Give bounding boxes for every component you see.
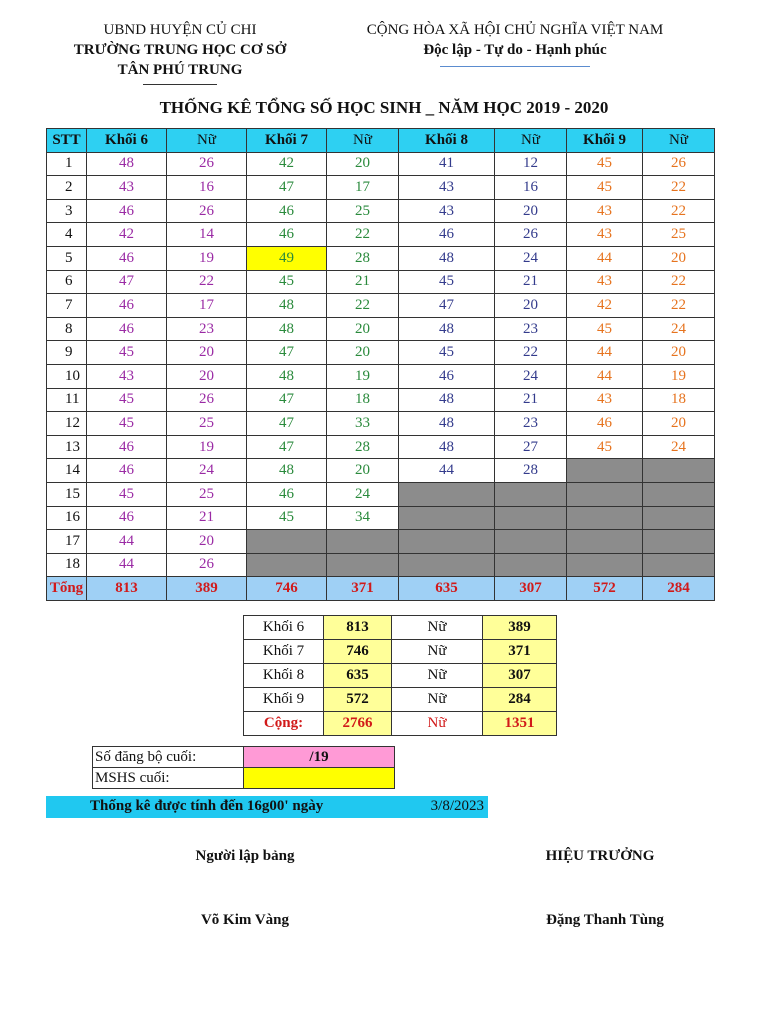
cell-khoi6[interactable]: 45 bbox=[87, 482, 167, 506]
cell-khoi8[interactable]: 46 bbox=[399, 364, 495, 388]
table-row bbox=[47, 317, 715, 341]
principal-name: Đặng Thanh Tùng bbox=[546, 912, 664, 928]
table-row bbox=[47, 506, 715, 530]
header-khoi7: Khối 7 bbox=[247, 129, 327, 153]
cell-khoi8[interactable] bbox=[399, 506, 495, 530]
so-dang-bo-value[interactable]: /19 bbox=[244, 747, 395, 768]
cell-nu6[interactable]: 14 bbox=[167, 223, 247, 247]
summary-value: 746 bbox=[324, 640, 392, 664]
cell-nu7[interactable]: 21 bbox=[327, 270, 399, 294]
total-nu9: 284 bbox=[643, 577, 715, 601]
cell-khoi9[interactable]: 42 bbox=[567, 294, 643, 318]
summary-value: 572 bbox=[324, 688, 392, 712]
cell-stt[interactable]: 16 bbox=[47, 506, 87, 530]
table-row bbox=[47, 176, 715, 200]
table-total-row bbox=[47, 577, 715, 601]
cell-nu9[interactable] bbox=[643, 530, 715, 554]
total-nu7: 371 bbox=[327, 577, 399, 601]
cell-nu6[interactable]: 25 bbox=[167, 412, 247, 436]
table-row bbox=[47, 341, 715, 365]
header-underline bbox=[143, 84, 217, 85]
summary-row bbox=[244, 688, 557, 712]
summary-nu-value: 307 bbox=[483, 664, 557, 688]
so-dang-bo-label: Số đăng bộ cuối: bbox=[93, 747, 244, 768]
header-nu7: Nữ bbox=[327, 129, 399, 153]
cell-nu8[interactable]: 21 bbox=[495, 270, 567, 294]
cell-nu6[interactable]: 26 bbox=[167, 152, 247, 176]
cell-stt[interactable]: 2 bbox=[47, 176, 87, 200]
cell-khoi8[interactable]: 41 bbox=[399, 152, 495, 176]
cell-nu6[interactable]: 21 bbox=[167, 506, 247, 530]
cell-khoi6[interactable]: 44 bbox=[87, 553, 167, 577]
header-nu6: Nữ bbox=[167, 129, 247, 153]
summary-total-value: 2766 bbox=[324, 712, 392, 736]
table-row bbox=[47, 223, 715, 247]
cell-nu9[interactable]: 22 bbox=[643, 294, 715, 318]
summary-total-row bbox=[244, 712, 557, 736]
student-stats-table bbox=[46, 128, 715, 601]
total-khoi8: 635 bbox=[399, 577, 495, 601]
cell-nu6[interactable]: 19 bbox=[167, 246, 247, 270]
stats-date-text: Thống kê được tính đến 16g00' ngày bbox=[90, 798, 324, 814]
cell-khoi7[interactable]: 48 bbox=[247, 294, 327, 318]
document-title: THỐNG KÊ TỔNG SỐ HỌC SINH _ NĂM HỌC 2019 - 2020 bbox=[159, 98, 609, 117]
cell-stt[interactable]: 4 bbox=[47, 223, 87, 247]
cell-khoi9[interactable]: 43 bbox=[567, 388, 643, 412]
table-row bbox=[47, 270, 715, 294]
cell-stt[interactable]: 11 bbox=[47, 388, 87, 412]
cell-khoi6[interactable]: 43 bbox=[87, 176, 167, 200]
cell-khoi7[interactable]: 48 bbox=[247, 317, 327, 341]
cell-nu6[interactable]: 26 bbox=[167, 553, 247, 577]
registry-row bbox=[93, 747, 395, 768]
total-nu8: 307 bbox=[495, 577, 567, 601]
table-row bbox=[47, 364, 715, 388]
cell-nu8[interactable]: 23 bbox=[495, 317, 567, 341]
cell-nu7[interactable]: 22 bbox=[327, 223, 399, 247]
total-label: Tổng bbox=[47, 577, 87, 601]
cell-nu8[interactable]: 22 bbox=[495, 341, 567, 365]
summary-total-nu-label: Nữ bbox=[392, 712, 483, 736]
cell-khoi9[interactable]: 43 bbox=[567, 223, 643, 247]
registry-table bbox=[92, 746, 395, 789]
cell-nu7[interactable]: 19 bbox=[327, 364, 399, 388]
cell-nu7[interactable]: 24 bbox=[327, 482, 399, 506]
table-row bbox=[47, 412, 715, 436]
table-row bbox=[47, 199, 715, 223]
school-header bbox=[40, 20, 320, 85]
cell-nu6[interactable]: 16 bbox=[167, 176, 247, 200]
cell-nu6[interactable]: 24 bbox=[167, 459, 247, 483]
cell-khoi9[interactable]: 45 bbox=[567, 435, 643, 459]
table-row bbox=[47, 388, 715, 412]
cell-nu8[interactable]: 28 bbox=[495, 459, 567, 483]
summary-row bbox=[244, 616, 557, 640]
cell-nu9[interactable]: 25 bbox=[643, 223, 715, 247]
cell-khoi8[interactable]: 48 bbox=[399, 412, 495, 436]
cell-khoi6[interactable]: 45 bbox=[87, 412, 167, 436]
table-row bbox=[47, 530, 715, 554]
summary-nu-value: 284 bbox=[483, 688, 557, 712]
cell-khoi8[interactable]: 46 bbox=[399, 223, 495, 247]
summary-total-nu-value: 1351 bbox=[483, 712, 557, 736]
cell-nu9[interactable] bbox=[643, 506, 715, 530]
cell-stt[interactable]: 1 bbox=[47, 152, 87, 176]
summary-row bbox=[244, 664, 557, 688]
table-row bbox=[47, 482, 715, 506]
cell-khoi6[interactable]: 46 bbox=[87, 199, 167, 223]
cell-khoi6[interactable]: 45 bbox=[87, 341, 167, 365]
cell-khoi7[interactable]: 47 bbox=[247, 341, 327, 365]
cell-nu8[interactable]: 24 bbox=[495, 364, 567, 388]
cell-nu7[interactable]: 34 bbox=[327, 506, 399, 530]
cell-nu6[interactable]: 17 bbox=[167, 294, 247, 318]
cell-khoi6[interactable]: 45 bbox=[87, 388, 167, 412]
cell-stt[interactable]: 3 bbox=[47, 199, 87, 223]
cell-khoi6[interactable]: 42 bbox=[87, 223, 167, 247]
cell-nu8[interactable]: 20 bbox=[495, 199, 567, 223]
cell-nu7[interactable]: 18 bbox=[327, 388, 399, 412]
national-motto: Độc lập - Tự do - Hạnh phúc bbox=[423, 42, 607, 58]
cell-nu6[interactable]: 19 bbox=[167, 435, 247, 459]
cell-khoi6[interactable]: 46 bbox=[87, 506, 167, 530]
cell-khoi9[interactable] bbox=[567, 553, 643, 577]
cell-nu7[interactable]: 20 bbox=[327, 317, 399, 341]
preparer-title: Người lập bảng bbox=[195, 848, 295, 864]
cell-khoi8[interactable]: 45 bbox=[399, 341, 495, 365]
cell-stt[interactable]: 10 bbox=[47, 364, 87, 388]
cell-khoi7[interactable]: 46 bbox=[247, 482, 327, 506]
cell-khoi8[interactable]: 48 bbox=[399, 435, 495, 459]
cell-nu8[interactable] bbox=[495, 482, 567, 506]
summary-nu-label: Nữ bbox=[392, 616, 483, 640]
mshs-value[interactable] bbox=[244, 768, 395, 789]
cell-khoi7[interactable]: 46 bbox=[247, 223, 327, 247]
cell-nu6[interactable]: 25 bbox=[167, 482, 247, 506]
summary-nu-value: 371 bbox=[483, 640, 557, 664]
cell-nu9[interactable]: 26 bbox=[643, 152, 715, 176]
cell-khoi8[interactable]: 44 bbox=[399, 459, 495, 483]
cell-khoi6[interactable]: 44 bbox=[87, 530, 167, 554]
cell-khoi6[interactable]: 46 bbox=[87, 246, 167, 270]
cell-nu9[interactable]: 24 bbox=[643, 317, 715, 341]
cell-khoi9[interactable]: 43 bbox=[567, 270, 643, 294]
cell-khoi9[interactable] bbox=[567, 459, 643, 483]
school-name: TÂN PHÚ TRUNG bbox=[117, 62, 243, 78]
cell-khoi7[interactable]: 48 bbox=[247, 364, 327, 388]
total-khoi6: 813 bbox=[87, 577, 167, 601]
header-khoi9: Khối 9 bbox=[567, 129, 643, 153]
summary-label: Khối 8 bbox=[244, 664, 324, 688]
cell-khoi8[interactable] bbox=[399, 553, 495, 577]
summary-total-label: Cộng: bbox=[244, 712, 324, 736]
header-nu9: Nữ bbox=[643, 129, 715, 153]
cell-stt[interactable]: 18 bbox=[47, 553, 87, 577]
cell-stt[interactable]: 15 bbox=[47, 482, 87, 506]
total-khoi7: 746 bbox=[247, 577, 327, 601]
cell-stt[interactable]: 9 bbox=[47, 341, 87, 365]
cell-nu8[interactable]: 21 bbox=[495, 388, 567, 412]
cell-stt[interactable]: 17 bbox=[47, 530, 87, 554]
cell-nu8[interactable] bbox=[495, 506, 567, 530]
cell-nu6[interactable]: 26 bbox=[167, 388, 247, 412]
cell-khoi8[interactable]: 48 bbox=[399, 246, 495, 270]
cell-khoi8[interactable] bbox=[399, 482, 495, 506]
cell-nu8[interactable]: 23 bbox=[495, 412, 567, 436]
cell-nu6[interactable]: 23 bbox=[167, 317, 247, 341]
cell-nu6[interactable]: 26 bbox=[167, 199, 247, 223]
cell-khoi7[interactable]: 47 bbox=[247, 435, 327, 459]
summary-nu-label: Nữ bbox=[392, 664, 483, 688]
cell-khoi8[interactable]: 48 bbox=[399, 388, 495, 412]
cell-nu7[interactable] bbox=[327, 553, 399, 577]
cell-nu7[interactable]: 33 bbox=[327, 412, 399, 436]
cell-nu8[interactable]: 20 bbox=[495, 294, 567, 318]
summary-table bbox=[243, 615, 557, 736]
cell-khoi9[interactable]: 45 bbox=[567, 317, 643, 341]
cell-khoi6[interactable]: 46 bbox=[87, 317, 167, 341]
summary-label: Khối 9 bbox=[244, 688, 324, 712]
header-khoi8: Khối 8 bbox=[399, 129, 495, 153]
cell-khoi9[interactable]: 45 bbox=[567, 176, 643, 200]
cell-khoi9[interactable]: 44 bbox=[567, 246, 643, 270]
cell-khoi8[interactable]: 48 bbox=[399, 317, 495, 341]
cell-khoi8[interactable]: 43 bbox=[399, 199, 495, 223]
summary-nu-label: Nữ bbox=[392, 640, 483, 664]
cell-nu7[interactable]: 20 bbox=[327, 341, 399, 365]
cell-khoi6[interactable]: 46 bbox=[87, 435, 167, 459]
cell-nu6[interactable]: 20 bbox=[167, 530, 247, 554]
preparer-name: Võ Kim Vàng bbox=[200, 912, 290, 928]
cell-khoi7[interactable] bbox=[247, 553, 327, 577]
cell-nu8[interactable]: 24 bbox=[495, 246, 567, 270]
cell-khoi9[interactable] bbox=[567, 506, 643, 530]
cell-nu8[interactable]: 26 bbox=[495, 223, 567, 247]
cell-khoi9[interactable]: 44 bbox=[567, 364, 643, 388]
total-khoi9: 572 bbox=[567, 577, 643, 601]
cell-stt[interactable]: 14 bbox=[47, 459, 87, 483]
cell-khoi7[interactable]: 47 bbox=[247, 412, 327, 436]
cell-nu7[interactable] bbox=[327, 530, 399, 554]
cell-stt[interactable]: 5 bbox=[47, 246, 87, 270]
cell-khoi9[interactable] bbox=[567, 482, 643, 506]
cell-nu7[interactable]: 20 bbox=[327, 459, 399, 483]
cell-nu9[interactable]: 20 bbox=[643, 341, 715, 365]
cell-khoi7[interactable]: 49 bbox=[247, 246, 327, 270]
table-row bbox=[47, 246, 715, 270]
cell-nu9[interactable] bbox=[643, 553, 715, 577]
cell-nu8[interactable]: 27 bbox=[495, 435, 567, 459]
cell-khoi9[interactable]: 43 bbox=[567, 199, 643, 223]
table-row bbox=[47, 459, 715, 483]
cell-nu6[interactable]: 20 bbox=[167, 341, 247, 365]
summary-value: 635 bbox=[324, 664, 392, 688]
cell-khoi8[interactable] bbox=[399, 530, 495, 554]
cell-khoi6[interactable]: 43 bbox=[87, 364, 167, 388]
cell-nu8[interactable] bbox=[495, 530, 567, 554]
table-row bbox=[47, 294, 715, 318]
cell-nu7[interactable]: 28 bbox=[327, 246, 399, 270]
cell-khoi9[interactable] bbox=[567, 530, 643, 554]
header-nu8: Nữ bbox=[495, 129, 567, 153]
cell-khoi9[interactable]: 46 bbox=[567, 412, 643, 436]
summary-nu-value: 389 bbox=[483, 616, 557, 640]
cell-khoi6[interactable]: 47 bbox=[87, 270, 167, 294]
cell-nu9[interactable]: 20 bbox=[643, 246, 715, 270]
cell-nu7[interactable]: 28 bbox=[327, 435, 399, 459]
cell-khoi7[interactable]: 47 bbox=[247, 388, 327, 412]
cell-nu8[interactable] bbox=[495, 553, 567, 577]
cell-stt[interactable]: 8 bbox=[47, 317, 87, 341]
summary-label: Khối 6 bbox=[244, 616, 324, 640]
cell-nu9[interactable]: 18 bbox=[643, 388, 715, 412]
cell-khoi6[interactable]: 46 bbox=[87, 459, 167, 483]
total-nu6: 389 bbox=[167, 577, 247, 601]
cell-khoi7[interactable]: 42 bbox=[247, 152, 327, 176]
cell-nu9[interactable]: 22 bbox=[643, 270, 715, 294]
cell-khoi8[interactable]: 47 bbox=[399, 294, 495, 318]
cell-nu8[interactable]: 16 bbox=[495, 176, 567, 200]
cell-stt[interactable]: 13 bbox=[47, 435, 87, 459]
cell-nu6[interactable]: 22 bbox=[167, 270, 247, 294]
cell-khoi7[interactable]: 48 bbox=[247, 459, 327, 483]
summary-nu-label: Nữ bbox=[392, 688, 483, 712]
cell-nu9[interactable]: 20 bbox=[643, 412, 715, 436]
table-row bbox=[47, 435, 715, 459]
cell-khoi7[interactable]: 46 bbox=[247, 199, 327, 223]
principal-title: HIỆU TRƯỞNG bbox=[545, 848, 655, 864]
cell-nu9[interactable]: 24 bbox=[643, 435, 715, 459]
cell-nu8[interactable]: 12 bbox=[495, 152, 567, 176]
cell-khoi7[interactable]: 45 bbox=[247, 270, 327, 294]
cell-stt[interactable]: 6 bbox=[47, 270, 87, 294]
cell-nu6[interactable]: 20 bbox=[167, 364, 247, 388]
table-row bbox=[47, 553, 715, 577]
mshs-label: MSHS cuối: bbox=[93, 768, 244, 789]
cell-nu9[interactable] bbox=[643, 459, 715, 483]
summary-label: Khối 7 bbox=[244, 640, 324, 664]
cell-nu7[interactable]: 17 bbox=[327, 176, 399, 200]
cell-khoi9[interactable]: 44 bbox=[567, 341, 643, 365]
cell-nu7[interactable]: 25 bbox=[327, 199, 399, 223]
cell-nu9[interactable]: 22 bbox=[643, 199, 715, 223]
stats-date-value: 3/8/2023 bbox=[430, 798, 484, 814]
district-name: UBND HUYỆN CỦ CHI bbox=[103, 22, 257, 38]
cell-stt[interactable]: 7 bbox=[47, 294, 87, 318]
national-header bbox=[330, 20, 700, 67]
cell-nu9[interactable]: 19 bbox=[643, 364, 715, 388]
motto-underline bbox=[440, 66, 590, 67]
table-row bbox=[47, 152, 715, 176]
summary-row bbox=[244, 640, 557, 664]
header-stt: STT bbox=[47, 129, 87, 153]
header-khoi6: Khối 6 bbox=[87, 129, 167, 153]
cell-khoi6[interactable]: 48 bbox=[87, 152, 167, 176]
cell-khoi9[interactable]: 45 bbox=[567, 152, 643, 176]
cell-khoi7[interactable]: 47 bbox=[247, 176, 327, 200]
cell-nu7[interactable]: 22 bbox=[327, 294, 399, 318]
cell-khoi8[interactable]: 45 bbox=[399, 270, 495, 294]
cell-khoi8[interactable]: 43 bbox=[399, 176, 495, 200]
registry-row bbox=[93, 768, 395, 789]
cell-khoi7[interactable] bbox=[247, 530, 327, 554]
cell-nu9[interactable]: 22 bbox=[643, 176, 715, 200]
cell-nu7[interactable]: 20 bbox=[327, 152, 399, 176]
cell-stt[interactable]: 12 bbox=[47, 412, 87, 436]
cell-khoi7[interactable]: 45 bbox=[247, 506, 327, 530]
stats-date-bar bbox=[46, 796, 488, 818]
cell-khoi6[interactable]: 46 bbox=[87, 294, 167, 318]
table-header-row bbox=[47, 129, 715, 153]
school-type: TRƯỜNG TRUNG HỌC CƠ SỞ bbox=[73, 42, 287, 58]
national-title: CỘNG HÒA XÃ HỘI CHỦ NGHĨA VIỆT NAM bbox=[366, 22, 664, 38]
cell-nu9[interactable] bbox=[643, 482, 715, 506]
summary-value: 813 bbox=[324, 616, 392, 640]
